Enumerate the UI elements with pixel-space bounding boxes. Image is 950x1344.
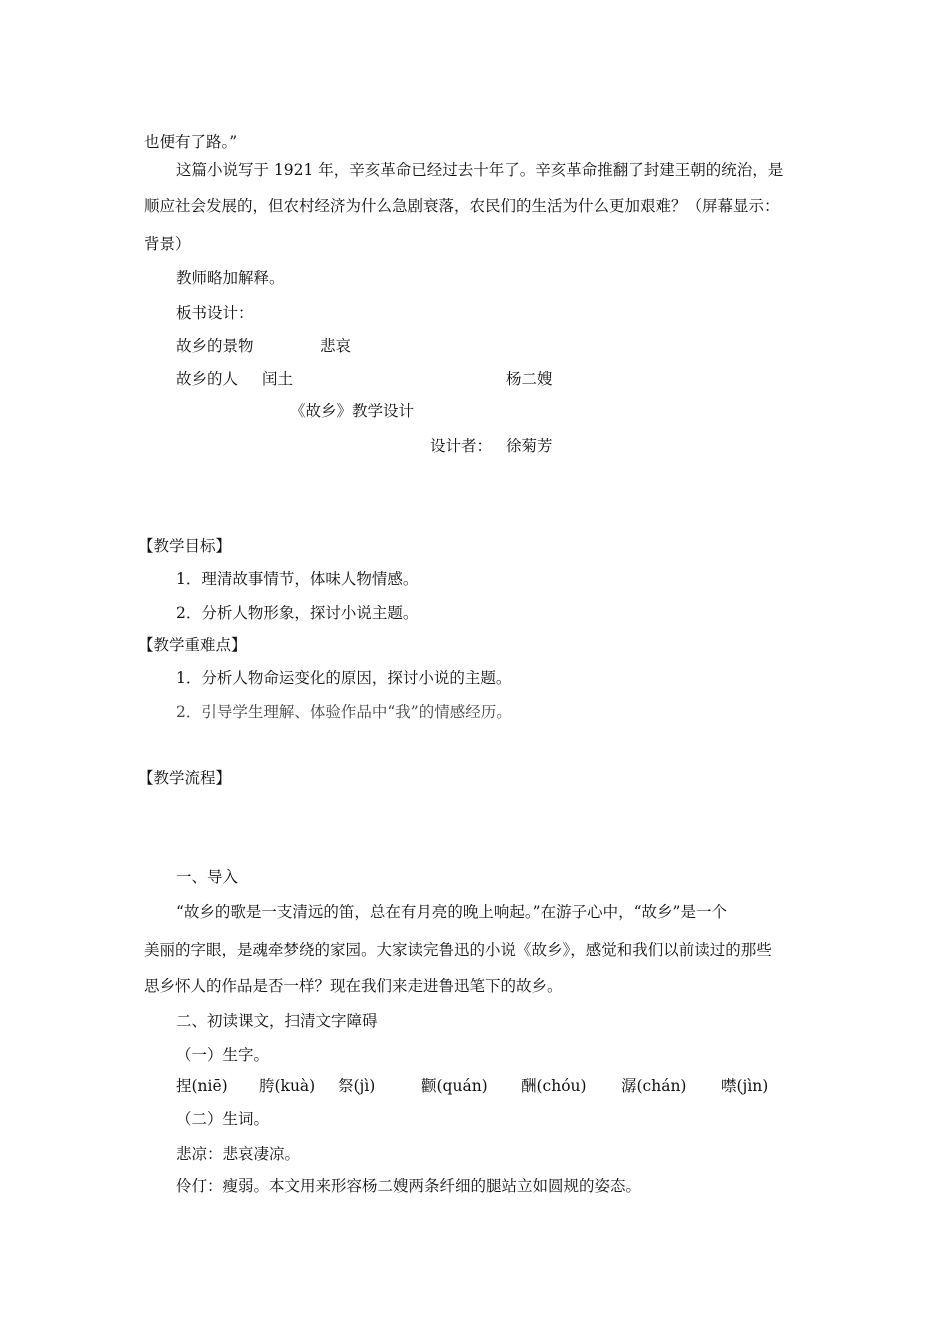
new-character: 噤(jìn)	[721, 1077, 769, 1095]
document-title: 《故乡》教学设计	[290, 402, 415, 420]
step-heading: 二、初读课文，扫清文字障碍	[176, 1012, 378, 1030]
designer-name: 徐菊芳	[506, 437, 553, 455]
section-heading: 【教学目标】	[138, 537, 232, 555]
board-item: 悲哀	[320, 337, 352, 355]
sub-heading: （二）生词。	[176, 1110, 270, 1128]
board-design-label: 板书设计：	[176, 304, 254, 322]
sub-heading: （一）生字。	[176, 1046, 270, 1064]
text-line: 思乡怀人的作品是否一样？现在我们来走进鲁迅笔下的故乡。	[144, 977, 563, 995]
text-line: 也便有了路。”	[144, 133, 238, 151]
list-item: 1．分析人物命运变化的原因，探讨小说的主题。	[176, 669, 512, 687]
new-character: 捏(niē)	[176, 1077, 228, 1095]
new-character: 颧(quán)	[421, 1077, 488, 1095]
board-item: 故乡的人	[176, 370, 239, 388]
text-line: “故乡的歌是一支清远的笛，总在有月亮的晚上响起。”在游子心中，“故乡”是一个	[176, 903, 727, 921]
designer-label: 设计者：	[430, 437, 493, 455]
board-item: 故乡的景物	[176, 337, 254, 355]
board-item: 杨二嫂	[506, 370, 553, 388]
new-character: 祭(jì)	[338, 1077, 376, 1095]
text-line: 背景）	[144, 235, 191, 253]
step-heading: 一、导入	[176, 868, 239, 886]
list-item: 2．引导学生理解、体验作品中“我”的情感经历。	[176, 703, 512, 721]
board-item: 闰土	[262, 370, 294, 388]
section-heading: 【教学流程】	[138, 769, 232, 787]
new-character: 潺(chán)	[621, 1077, 687, 1095]
new-character: 酬(chóu)	[521, 1077, 587, 1095]
text-line: 这篇小说写于 1921 年，辛亥革命已经过去十年了。辛亥革命推翻了封建王朝的统治，是	[176, 161, 784, 179]
list-item: 1．理清故事情节，体味人物情感。	[176, 570, 419, 588]
text-line: 美丽的字眼，是魂牵梦绕的家园。大家读完鲁迅的小说《故乡》，感觉和我们以前读过的那些	[144, 941, 772, 959]
text-line: 顺应社会发展的，但农村经济为什么急剧衰落，农民们的生活为什么更加艰难？（屏幕显示：	[144, 197, 780, 215]
text-line: 教师略加解释。	[176, 269, 285, 287]
new-character: 胯(kuà)	[259, 1077, 316, 1095]
vocab-entry: 悲凉：悲哀凄凉。	[176, 1145, 301, 1163]
vocab-entry: 伶仃：瘦弱。本文用来形容杨二嫂两条纤细的腿站立如圆规的姿态。	[176, 1177, 642, 1195]
list-item: 2．分析人物形象，探讨小说主题。	[176, 604, 419, 622]
section-heading: 【教学重难点】	[138, 636, 247, 654]
